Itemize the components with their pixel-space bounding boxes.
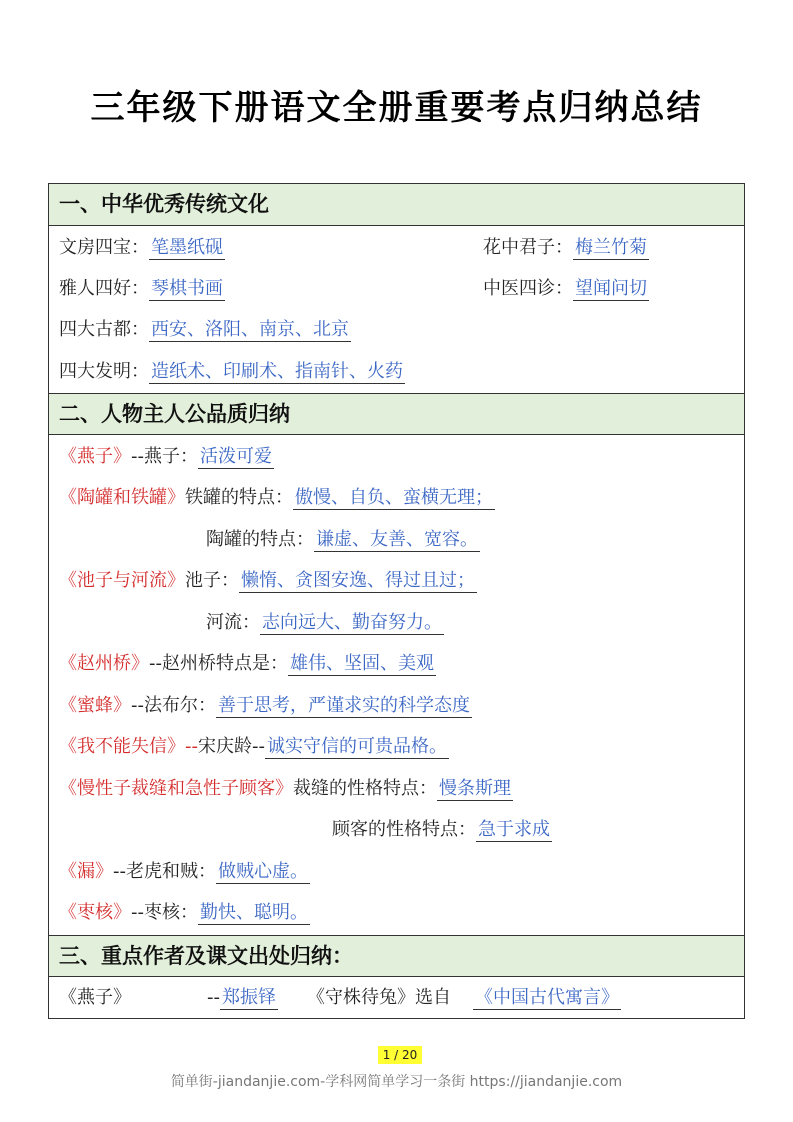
character-row bbox=[59, 901, 310, 925]
row-label: 花中君子： bbox=[483, 237, 573, 258]
author-row-c bbox=[307, 986, 621, 1010]
row-label: 河流： bbox=[206, 612, 260, 633]
row-label: 中医四诊： bbox=[483, 278, 573, 299]
row-label: 《守株待兔》选自 bbox=[307, 987, 451, 1008]
answer-text: 西安、洛阳、南京、北京 bbox=[151, 319, 349, 340]
character-row bbox=[59, 569, 477, 593]
row-label: 四大古都： bbox=[59, 319, 149, 340]
row-label: --法布尔： bbox=[131, 695, 216, 716]
section-heading-characters: 二、人物主人公品质归纳 bbox=[49, 393, 744, 435]
culture-row-2b bbox=[483, 277, 649, 301]
book-title: 《燕子》 bbox=[59, 446, 131, 467]
answer-text: 勤快、聪明。 bbox=[200, 902, 308, 923]
character-row bbox=[59, 652, 436, 676]
row-label: 雅人四好： bbox=[59, 278, 149, 299]
row-label: 文房四宝： bbox=[59, 237, 149, 258]
row-label: --燕子： bbox=[131, 446, 198, 467]
dash: -- bbox=[185, 736, 198, 757]
answer-text: 做贼心虚。 bbox=[218, 861, 308, 882]
answer-text: 望闻问切 bbox=[575, 278, 647, 299]
character-row bbox=[59, 694, 472, 718]
answer-text: 懒惰、贪图安逸、得过且过； bbox=[241, 570, 475, 591]
book-title: 《枣核》 bbox=[59, 902, 131, 923]
answer-text: 《中国古代寓言》 bbox=[475, 987, 619, 1008]
row-label: 四大发明： bbox=[59, 361, 149, 382]
footer-text: 简单街-jiandanjie.com-学科网简单学习一条街 https://jiandanjie.com bbox=[170, 1074, 623, 1090]
answer-text: 造纸术、印刷术、指南针、火药 bbox=[151, 361, 403, 382]
row-label: 陶罐的特点： bbox=[206, 529, 314, 550]
book-title: 《燕子》 bbox=[59, 987, 131, 1008]
row-label: --赵州桥特点是： bbox=[149, 653, 288, 674]
character-row bbox=[59, 860, 310, 884]
book-title: 《陶罐和铁罐》 bbox=[59, 487, 185, 508]
answer-text: 活泼可爱 bbox=[200, 446, 272, 467]
section-heading-culture: 一、中华优秀传统文化 bbox=[49, 184, 744, 226]
answer-text: 谦虚、友善、宽容。 bbox=[316, 529, 478, 550]
page-title: 三年级下册语文全册重要考点归纳总结 bbox=[90, 88, 703, 128]
book-title: 《蜜蜂》 bbox=[59, 695, 131, 716]
culture-row-3 bbox=[59, 318, 351, 342]
culture-row-1b bbox=[483, 236, 649, 260]
answer-text: 琴棋书画 bbox=[151, 278, 223, 299]
culture-row-4 bbox=[59, 360, 405, 384]
author-row bbox=[59, 986, 131, 1010]
book-title: 《我不能失信》 bbox=[59, 736, 185, 757]
character-row bbox=[59, 486, 495, 510]
answer-text: 雄伟、坚固、美观 bbox=[290, 653, 434, 674]
book-title: 《池子与河流》 bbox=[59, 570, 185, 591]
character-row bbox=[59, 777, 513, 801]
answer-text: 急于求成 bbox=[478, 819, 550, 840]
content-table bbox=[48, 183, 745, 1019]
culture-row-1 bbox=[59, 236, 225, 260]
row-label: 裁缝的性格特点： bbox=[293, 778, 437, 799]
book-title: 《慢性子裁缝和急性子顾客》 bbox=[59, 778, 293, 799]
answer-text: 志向远大、勤奋努力。 bbox=[262, 612, 442, 633]
row-label: 顾客的性格特点： bbox=[332, 819, 476, 840]
character-row bbox=[59, 445, 274, 469]
character-row bbox=[206, 528, 480, 552]
answer-text: 善于思考，严谨求实的科学态度 bbox=[218, 695, 470, 716]
character-row bbox=[59, 735, 449, 759]
row-label: 铁罐的特点： bbox=[185, 487, 293, 508]
answer-text: 笔墨纸砚 bbox=[151, 237, 223, 258]
culture-row-2 bbox=[59, 277, 225, 301]
row-label: --老虎和贼： bbox=[113, 861, 216, 882]
row-label: --枣核： bbox=[131, 902, 198, 923]
character-row bbox=[206, 611, 444, 635]
section-heading-authors: 三、重点作者及课文出处归纳： bbox=[49, 935, 744, 977]
page-indicator: 1 / 20 bbox=[378, 1046, 422, 1064]
character-row bbox=[332, 818, 552, 842]
answer-text: 郑振铎 bbox=[222, 987, 276, 1008]
answer-text: 傲慢、自负、蛮横无理； bbox=[295, 487, 493, 508]
answer-text: 慢条斯理 bbox=[439, 778, 511, 799]
author-row-b bbox=[207, 986, 278, 1010]
row-label: 池子： bbox=[185, 570, 239, 591]
answer-text: 诚实守信的可贵品格。 bbox=[267, 736, 447, 757]
answer-text: 梅兰竹菊 bbox=[575, 237, 647, 258]
book-title: 《漏》 bbox=[59, 861, 113, 882]
row-label: -- bbox=[207, 987, 220, 1008]
book-title: 《赵州桥》 bbox=[59, 653, 149, 674]
row-label: 宋庆龄-- bbox=[198, 736, 265, 757]
